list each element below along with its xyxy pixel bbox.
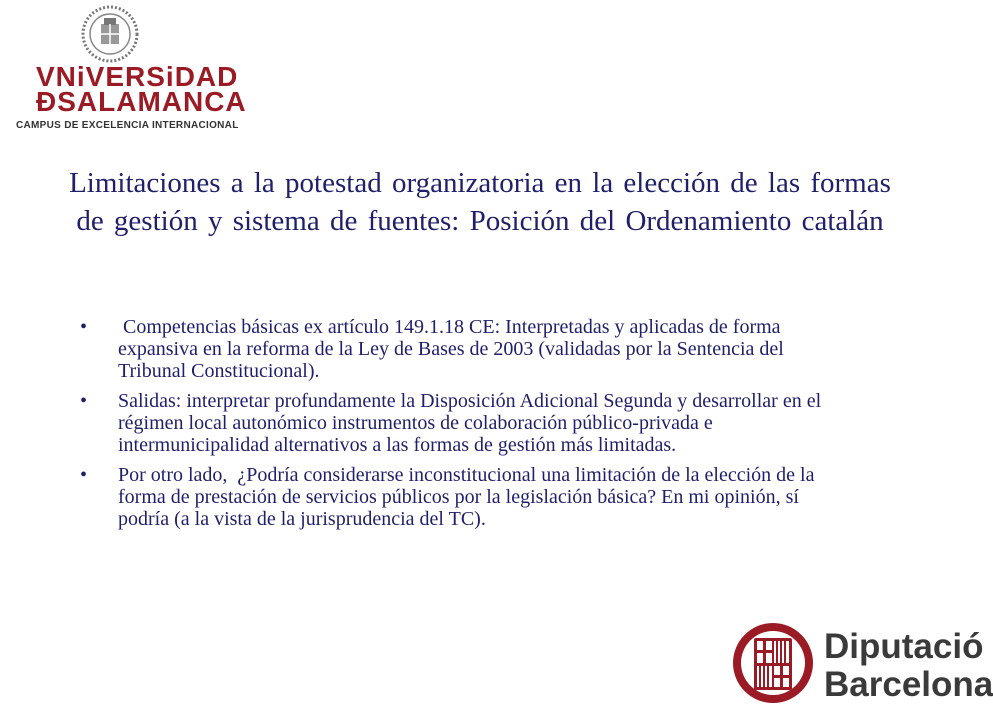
bullet-icon: • <box>80 464 88 486</box>
university-seal-icon <box>74 4 146 64</box>
bullet-text: Salidas: interpretar profundamente la Disposición Adicional Segunda y desarrollar en el régimen local autonómico instrumentos de colaboración público-privada e intermunicipalidad alternativos a las formas de gestión más limitadas. <box>118 390 822 456</box>
list-item <box>80 316 840 382</box>
diputacio-logo <box>732 622 993 712</box>
diputacio-emblem-icon <box>732 622 814 704</box>
university-name-line1: VNiVERSiDAD <box>36 61 239 92</box>
bullet-list <box>80 316 840 538</box>
bullet-icon: • <box>80 390 88 412</box>
campus-tagline: CAMPUS DE EXCELENCIA INTERNACIONAL <box>16 120 239 131</box>
diputacio-name-line1: Diputació <box>824 627 984 666</box>
list-item <box>80 464 840 530</box>
bullet-icon: • <box>80 316 88 338</box>
bullet-text: Por otro lado, ¿Podría considerarse inconstitucional una limitación de la elección de la forma de prestación de servicios públicos por la legislación básica? En mi opinión, sí podría (a la vista de la jurisprudencia del TC). <box>118 464 820 530</box>
slide-title: Limitaciones a la potestad organizatoria en la elección de las formas de gestión y sistema de fuentes: Posición del Ordenamiento catalán <box>69 167 891 237</box>
bullet-text: Competencias básicas ex artículo 149.1.18 CE: Interpretadas y aplicadas de forma expansiva en la reforma de la Ley de Bases de 2003 (validadas por la Sentencia del Tribunal Constitucional). <box>118 316 789 382</box>
diputacio-name <box>824 628 993 704</box>
university-name-line2: ÐSALAMANCA <box>36 86 247 117</box>
list-item <box>80 390 840 456</box>
diputacio-name-line2: Barcelona <box>824 665 993 704</box>
university-logo <box>8 4 247 134</box>
university-name <box>36 61 247 117</box>
